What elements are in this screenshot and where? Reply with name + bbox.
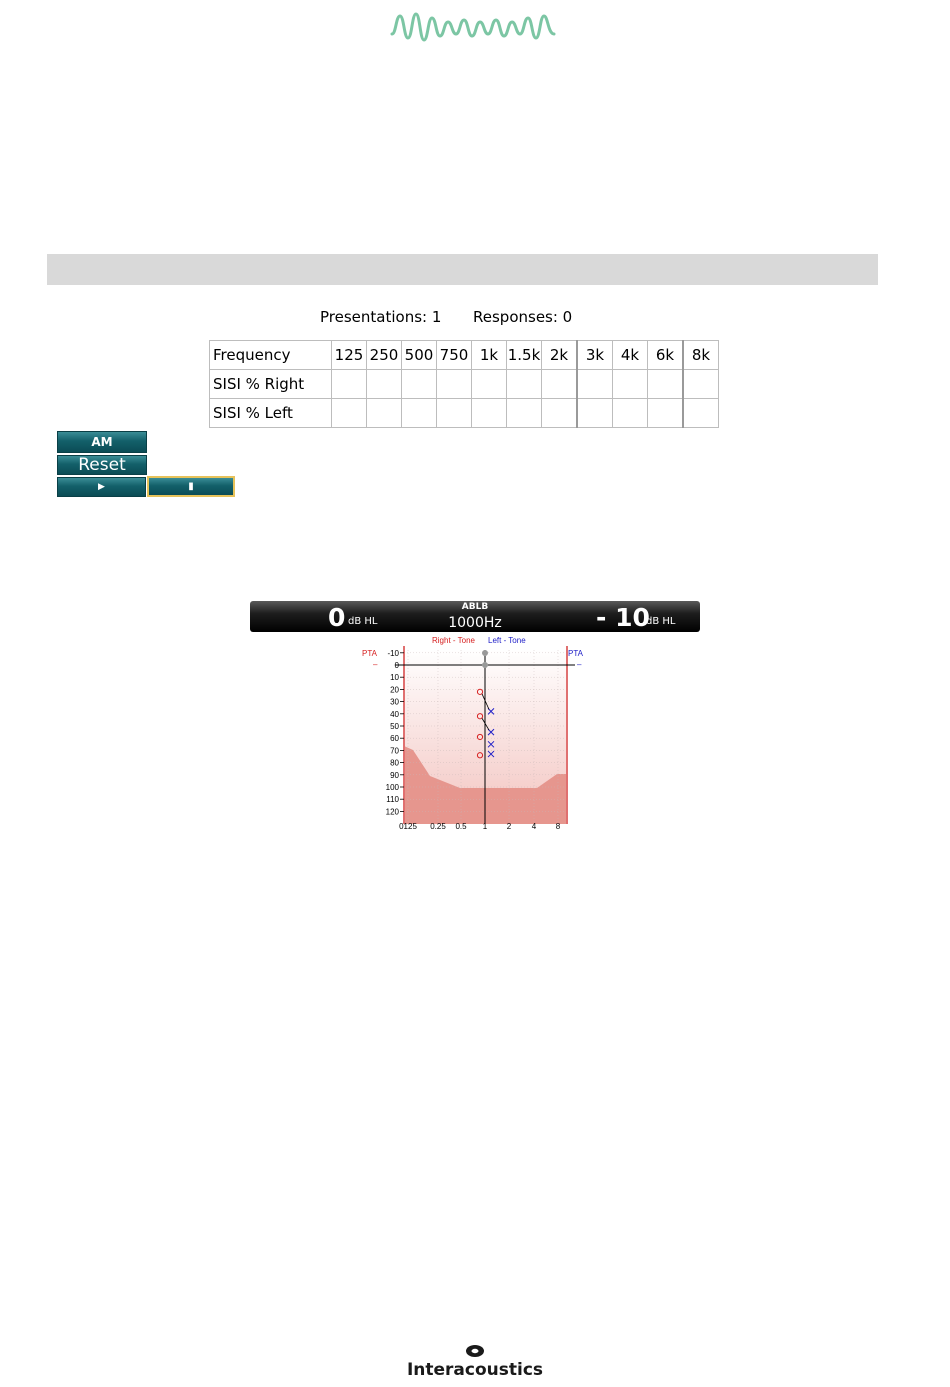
- section-header-bar: [47, 254, 878, 285]
- sisi-right-cell: [332, 370, 367, 399]
- table-row: [210, 341, 719, 370]
- sisi-right-cell: [507, 370, 542, 399]
- pta-right-dash: –: [577, 660, 582, 669]
- freq-header: 250: [367, 341, 402, 370]
- right-level-value: - 10: [596, 603, 650, 632]
- sisi-right-cell: [437, 370, 472, 399]
- y-tick-label: 90: [390, 770, 399, 780]
- freq-header: 1.5k: [507, 341, 542, 370]
- marker-top: [482, 650, 488, 656]
- freq-header: 500: [402, 341, 437, 370]
- freq-header: 4k: [613, 341, 648, 370]
- y-tick-label: 80: [390, 758, 399, 768]
- left-level-unit: dB HL: [348, 616, 378, 627]
- marker-zero: [482, 662, 488, 668]
- x-tick-label: 8: [555, 822, 561, 830]
- freq-header: 3k: [577, 341, 613, 370]
- y-tick-label: 60: [390, 734, 399, 744]
- play-button[interactable]: ▶: [57, 477, 146, 497]
- y-tick-label: 0: [394, 661, 399, 670]
- freq-header: 1k: [472, 341, 507, 370]
- y-tick-label: -10: [387, 648, 399, 658]
- sisi-left-cell: [332, 399, 367, 428]
- y-tick-label: 100: [385, 783, 399, 792]
- sisi-right-cell: [402, 370, 437, 399]
- freq-header: 2k: [542, 341, 578, 370]
- x-tick-label: 2: [506, 822, 512, 830]
- ablb-frequency: 1000Hz: [448, 615, 502, 631]
- sisi-left-cell: [683, 399, 719, 428]
- y-tick-label: 20: [390, 685, 399, 695]
- sisi-left-cell: [472, 399, 507, 428]
- sisi-right-cell: [367, 370, 402, 399]
- am-button[interactable]: AM: [57, 431, 147, 453]
- legend-left-tone: Left - Tone: [488, 636, 526, 645]
- row-header: SISI % Left: [210, 399, 332, 428]
- row-header: SISI % Right: [210, 370, 332, 399]
- y-axis-ticks: [386, 649, 404, 817]
- right-level-unit: dB HL: [646, 616, 676, 627]
- sisi-right-cell: [648, 370, 684, 399]
- x-tick-label: 4: [531, 822, 537, 830]
- sisi-right-cell: [683, 370, 719, 399]
- y-tick-label: 50: [390, 722, 399, 731]
- sisi-left-cell: [367, 399, 402, 428]
- sisi-left-cell: [402, 399, 437, 428]
- table-row: [210, 370, 719, 399]
- y-tick-label: 120: [385, 807, 399, 817]
- y-tick-label: 70: [390, 746, 399, 756]
- sisi-right-cell: [542, 370, 578, 399]
- legend-right-tone: Right - Tone: [432, 636, 475, 645]
- freq-header: 750: [437, 341, 472, 370]
- freq-header: 125: [332, 341, 367, 370]
- sisi-left-cell: [648, 399, 684, 428]
- sisi-right-cell: [577, 370, 613, 399]
- row-header: Frequency: [210, 341, 332, 370]
- reset-button[interactable]: Reset: [57, 455, 147, 475]
- pta-left-label: PTA: [362, 649, 377, 658]
- freq-header: 6k: [648, 341, 684, 370]
- y-tick-label: 40: [390, 709, 399, 719]
- sisi-left-cell: [437, 399, 472, 428]
- sisi-left-cell: [542, 399, 578, 428]
- sisi-right-cell: [472, 370, 507, 399]
- ablb-title: ABLB: [461, 602, 489, 612]
- ablb-audiogram: [355, 634, 587, 830]
- x-tick-label: 0.5: [455, 822, 467, 830]
- waveform-logo: [388, 8, 560, 46]
- sisi-table: [209, 340, 719, 428]
- x-tick-label: 0.25: [430, 822, 446, 830]
- brand-name: Interacoustics: [406, 1360, 544, 1380]
- pta-left-dash: –: [373, 660, 378, 669]
- x-tick-label: 0125: [399, 822, 417, 830]
- y-tick-label: 30: [390, 697, 399, 707]
- responses-count: Responses: 0: [473, 308, 573, 326]
- sisi-left-cell: [613, 399, 648, 428]
- freq-header: 8k: [683, 341, 719, 370]
- sisi-left-cell: [507, 399, 542, 428]
- y-tick-label: 10: [390, 673, 399, 683]
- x-tick-label: 1: [482, 822, 488, 830]
- ablb-level-bar: [250, 601, 700, 632]
- pta-right-label: PTA: [568, 649, 583, 658]
- presentations-count: Presentations: 1: [320, 308, 442, 326]
- table-row: [210, 399, 719, 428]
- y-tick-label: 110: [386, 795, 399, 805]
- stop-button[interactable]: ▮: [147, 476, 235, 497]
- sisi-right-cell: [613, 370, 648, 399]
- left-level-value: 0: [328, 603, 346, 632]
- sisi-left-cell: [577, 399, 613, 428]
